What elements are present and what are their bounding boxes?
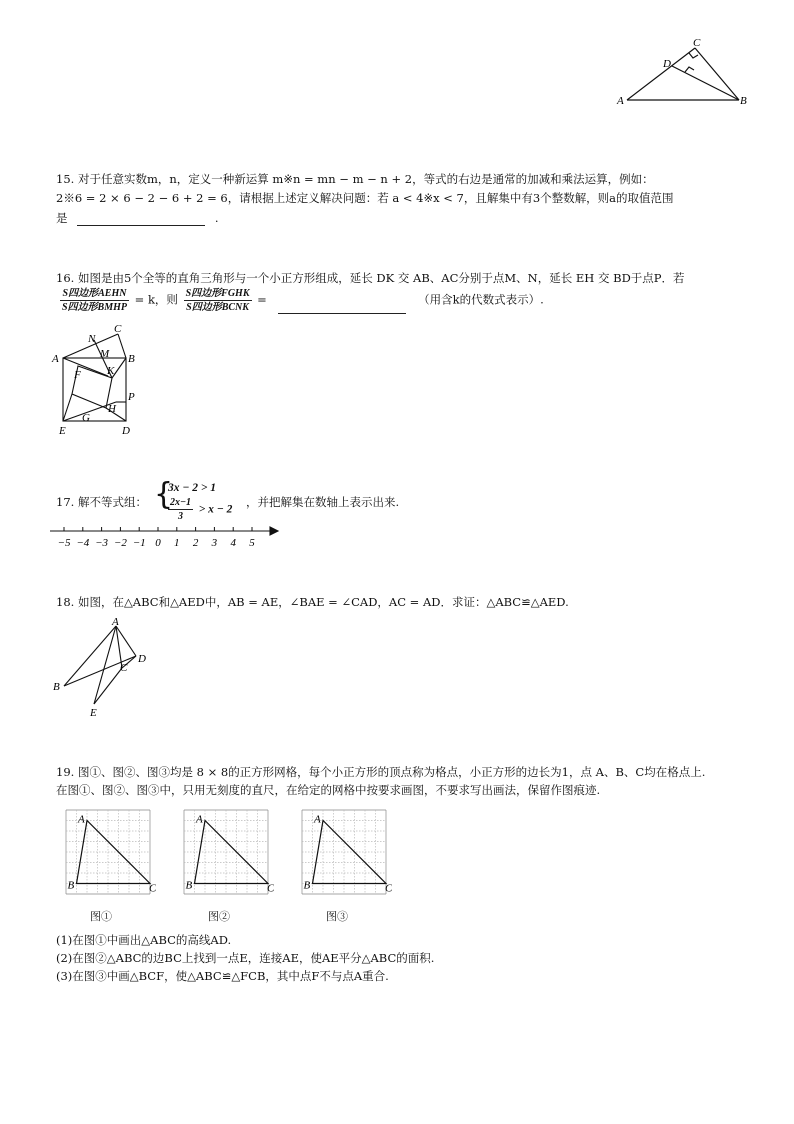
number-line-tick-label: 4 [230, 537, 236, 549]
number-line-tick-label: 5 [249, 537, 255, 549]
label-A: A [112, 616, 119, 628]
q15-line3 [56, 210, 218, 226]
label-D: D [663, 58, 671, 70]
number-line-tick-label: 1 [174, 537, 180, 549]
q16-frac1 [60, 287, 129, 314]
q14-triangle-figure [615, 36, 755, 111]
label-B: B [53, 681, 60, 693]
label-G: G [82, 412, 90, 424]
q17-brace: { [154, 477, 174, 512]
label-F: F [74, 369, 81, 381]
caption-fig2: 图② [208, 910, 230, 923]
q17-ineq2-den: 3 [178, 511, 184, 522]
label-C: C [149, 882, 156, 895]
q17-number-line [50, 524, 280, 552]
q19-grid-3 [292, 804, 392, 904]
q17-ineq1: 3x − 2 > 1 [168, 482, 217, 494]
q19-sub1: (1)在图①中画出△ABC的高线AD. [56, 933, 232, 947]
label-A: A [617, 95, 624, 107]
number-line-tick-label: −2 [113, 537, 127, 549]
q16-line1 [56, 270, 685, 286]
q15-suffix: . [214, 211, 219, 225]
label-B: B [185, 879, 193, 892]
label-D: D [122, 425, 130, 437]
label-A: A [314, 813, 321, 826]
number-line-tick-label: 2 [192, 537, 199, 549]
q15-answer-blank[interactable] [77, 213, 205, 226]
q15-text1: 对于任意实数m，n，定义一种新运算 m※n = mn − m − n + 2，等式的右边是通常的加减和乘法运算，例如： [77, 172, 654, 186]
q16-text1: 如图是由5个全等的直角三角形与一个小正方形组成，延长 DK 交 AB、AC分别于点M、N，延长 EH 交 BD于点P．若 [77, 271, 685, 285]
q18-line [56, 594, 569, 610]
q15-line1 [56, 171, 654, 187]
label-H: H [108, 403, 116, 415]
q15-number: 15. [56, 172, 75, 186]
label-E: E [90, 707, 97, 719]
caption-fig3: 图③ [326, 910, 348, 923]
q17-prefix [56, 494, 147, 510]
label-C: C [385, 882, 392, 895]
q15-prefix: 是 [56, 211, 68, 225]
label-K: K [107, 365, 115, 377]
q19-grid-2 [174, 804, 274, 904]
number-line-tick-label: −4 [76, 537, 90, 549]
q17-ineq2-frac [168, 496, 193, 523]
q18-figure [50, 616, 160, 721]
label-D: D [138, 653, 146, 665]
label-A: A [78, 813, 85, 826]
q16-frac1-num: S四边形AEHN [60, 287, 129, 301]
q19-grid-1 [56, 804, 156, 904]
number-line-tick-label: −1 [132, 537, 146, 549]
q16-frac1-den: S四边形BMHP [62, 302, 128, 313]
q17-post: ，并把解集在数轴上表示出来. [246, 495, 400, 509]
q16-answer-blank[interactable] [278, 301, 406, 314]
q18-number: 18. [56, 595, 75, 609]
number-line-tick-label: −3 [95, 537, 109, 549]
q16-number: 16. [56, 271, 75, 285]
q15-line2: 2※6 = 2 × 6 − 2 − 6 + 2 = 6，请根据上述定义解决问题：若 a < 4※x < 7，且解集中有3个整数解，则a的取值范围 [56, 191, 674, 205]
label-M: M [100, 348, 110, 360]
q17-number: 17. [56, 495, 75, 509]
label-E: E [59, 425, 66, 437]
number-line-tick-label: −5 [57, 537, 71, 549]
q16-note: （用含k的代数式表示）. [418, 292, 544, 307]
number-line-tick-label: 3 [211, 537, 218, 549]
q19-number: 19. [56, 765, 75, 779]
q16-eq-k: = k，则 [134, 292, 178, 307]
q19-text1: 图①、图②、图③均是 8 × 8的正方形网格，每个小正方形的顶点称为格点，小正方形的边长为1，点 A、B、C均在格点上. [77, 765, 706, 779]
q19-line2: 在图①、图②、图③中，只用无刻度的直尺，在给定的网格中按要求画图，不要求写出画法，保留作图痕迹. [56, 783, 601, 797]
q16-frac2 [184, 287, 252, 314]
label-B: B [128, 353, 135, 365]
number-line-tick-label: 0 [155, 537, 161, 549]
label-P: P [128, 391, 135, 403]
q16-square-figure [50, 322, 150, 440]
q17-ineq2 [166, 496, 232, 523]
label-C: C [114, 323, 122, 335]
q16-frac2-den: S四边形BCNK [186, 302, 249, 313]
q17-ineq2-num: 2x−1 [170, 497, 192, 508]
label-C: C [120, 662, 128, 674]
label-C: C [693, 37, 701, 49]
q18-text: 如图，在△ABC和△AED中，AB = AE，∠BAE = ∠CAD，AC = AD．求证：△ABC≌△AED. [77, 595, 569, 609]
q16-eq: = [257, 292, 267, 307]
q19-line1 [56, 764, 705, 780]
label-N: N [88, 333, 96, 345]
label-B: B [303, 879, 311, 892]
label-B: B [67, 879, 75, 892]
label-A: A [52, 353, 59, 365]
q17-pre: 解不等式组： [77, 495, 147, 509]
caption-fig1: 图① [90, 910, 112, 923]
q19-sub3: (3)在图③中画△BCF，使△ABC≌△FCB，其中点F不与点A重合. [56, 969, 389, 983]
label-C: C [267, 882, 274, 895]
label-A: A [196, 813, 203, 826]
q16-frac2-num: S四边形FGHK [185, 288, 250, 299]
label-B: B [740, 95, 747, 107]
q16-formula-line [58, 287, 544, 314]
q19-sub2: (2)在图②△ABC的边BC上找到一点E，连接AE，使AE平分△ABC的面积. [56, 951, 435, 965]
q17-ineq2-rest: > x − 2 [198, 503, 233, 516]
